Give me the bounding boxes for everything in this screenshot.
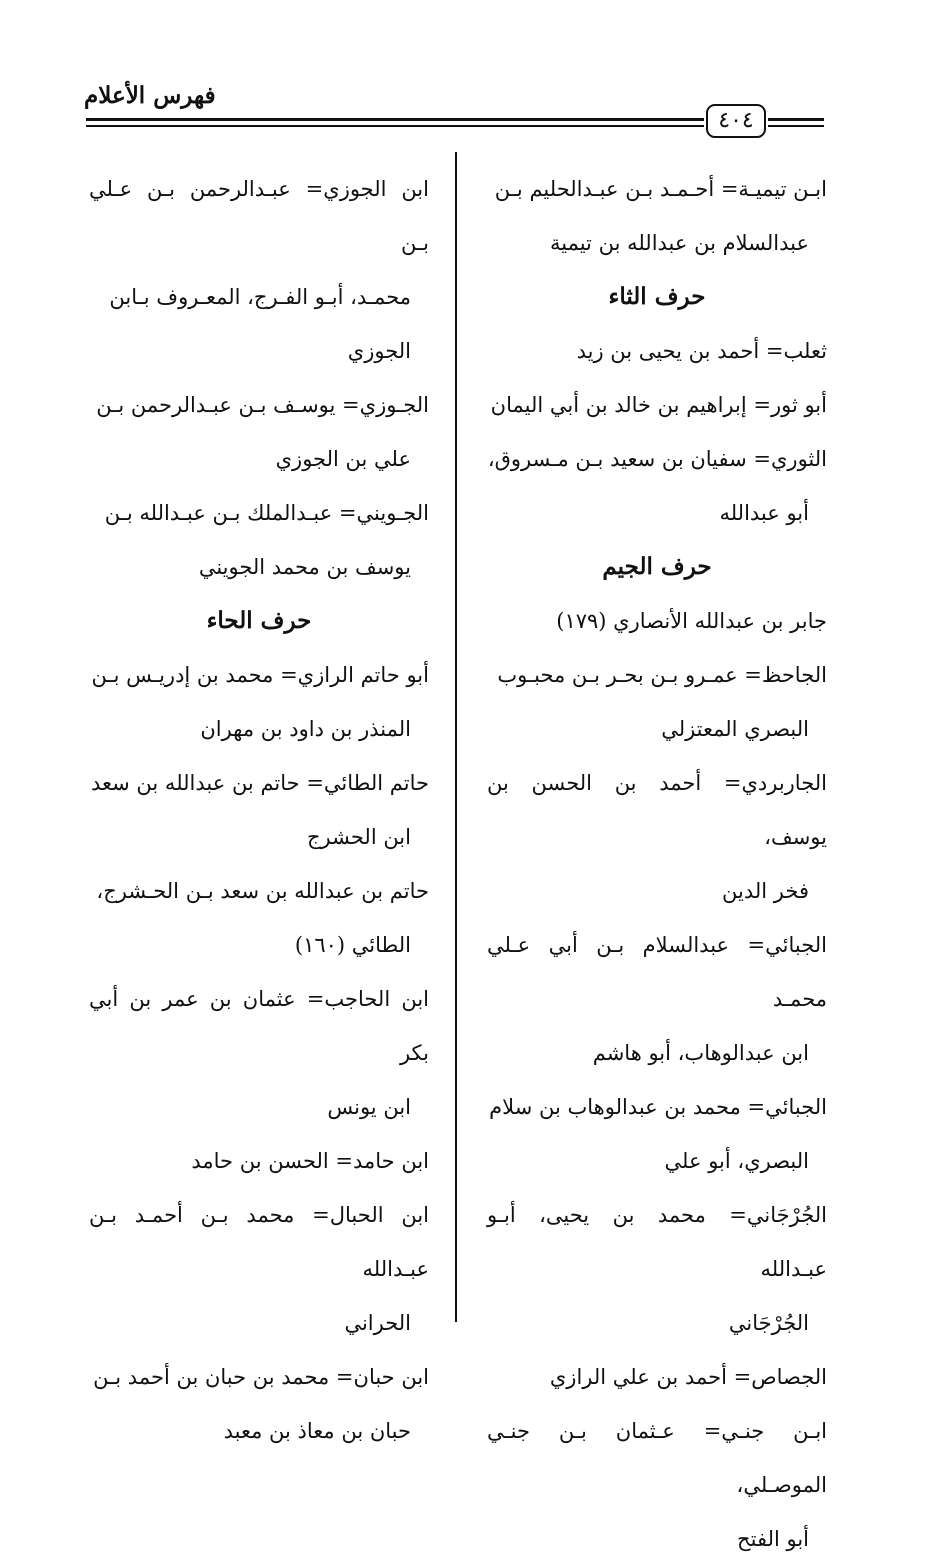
index-entry (487, 648, 827, 756)
entry-line: ابـن تيميـة= أحـمـد بـن عبـدالحليم بـن (494, 177, 827, 201)
entry-line: الجاحظ= عمـرو بـن بحـر بـن محبـوب (497, 663, 827, 687)
index-entry (89, 378, 429, 486)
entry-continuation-line: ابن عبدالوهاب، أبو هاشم (592, 1041, 809, 1065)
entry-continuation-line: يوسف بن محمد الجويني (198, 555, 411, 579)
index-entry (487, 918, 827, 1080)
index-entry (487, 1080, 827, 1188)
index-entry (89, 864, 429, 972)
entry-continuation-line: الطائي (١٦٠) (294, 933, 411, 957)
header-rule (86, 118, 704, 121)
entry-line: أبو ثور= إبراهيم بن خالد بن أبي اليمان (490, 393, 827, 417)
entry-line: حاتم بن عبدالله بن سعد بـن الحـشرج، (96, 879, 429, 903)
entry-continuation-line: علي بن الجوزي (275, 447, 411, 471)
index-entry (89, 1188, 429, 1350)
entry-line: جابر بن عبدالله الأنصاري (١٧٩) (556, 609, 827, 633)
letter-section-header: حرف الجيم (602, 553, 712, 580)
entry-line: الجاربردي= أحمد بن الحسن بن يوسف، (487, 771, 827, 849)
entry-line: ابـن جنـي= عـثمان بـن جنـي الموصـلي، (487, 1419, 827, 1497)
index-entry (487, 432, 827, 540)
index-entry (487, 162, 827, 270)
entry-line: الجُرْجَاني= محمد بن يحيى، أبـو عبـدالله (487, 1203, 827, 1281)
index-entry (89, 756, 429, 864)
index-entry (89, 972, 429, 1134)
index-entry (487, 1404, 827, 1566)
entry-line: حاتم الطائي= حاتم بن عبدالله بن سعد (91, 771, 429, 795)
page-number: ٤٠٤ (706, 104, 766, 138)
index-entry (89, 486, 429, 594)
entry-line: ابن الحبال= محمد بـن أحمـد بـن عبـدالله (89, 1203, 429, 1281)
entry-continuation-line: الجوزي (347, 339, 411, 363)
index-column-left (89, 162, 429, 1458)
entry-line: الثوري= سفيان بن سعيد بـن مـسروق، (487, 447, 827, 471)
entry-line: الجبائي= محمد بن عبدالوهاب بن سلام (489, 1095, 827, 1119)
entry-line: الجـوزي= يوسـف بـن عبـدالرحمن بـن (96, 393, 429, 417)
entry-continuation-line: فخر الدين (722, 879, 809, 903)
entry-continuation-line: البصري المعتزلي (661, 717, 809, 741)
entry-line: أبو حاتم الرازي= محمد بن إدريـس بـن (91, 663, 429, 687)
entry-continuation-line: ابن الحشرج (306, 825, 411, 849)
index-entry (487, 594, 827, 648)
column-divider (455, 152, 457, 1322)
entry-continuation-line: محمـد، أبـو الفـرج، المعـروف بـابن (109, 285, 411, 309)
page-title: فهرس الأعلام (84, 82, 216, 109)
index-entry (89, 162, 429, 378)
entry-continuation-line: المنذر بن داود بن مهران (200, 717, 411, 741)
index-entry (89, 1350, 429, 1458)
letter-section-header: حرف الحاء (206, 607, 312, 634)
entry-continuation-line: الحراني (344, 1311, 411, 1335)
entry-continuation-line: حبان بن معاذ بن معبد (223, 1419, 411, 1443)
entry-line: ابن حبان= محمد بن حبان بن أحمد بـن (93, 1365, 429, 1389)
header-rule (768, 125, 824, 127)
index-entry (487, 1188, 827, 1350)
index-entry (89, 648, 429, 756)
entry-line: الجصاص= أحمد بن علي الرازي (549, 1365, 827, 1389)
entry-continuation-line: ابن يونس (327, 1095, 411, 1119)
entry-line: الجبائي= عبدالسلام بـن أبي عـلي محمـد (487, 933, 827, 1011)
index-entry (89, 1134, 429, 1188)
entry-continuation-line: الجُرْجَاني (728, 1311, 809, 1335)
entry-line: ابن حامد= الحسن بن حامد (191, 1149, 429, 1173)
index-column-right (487, 162, 827, 1566)
index-entry (487, 324, 827, 378)
entry-continuation-line: أبو الفتح (737, 1527, 809, 1551)
entry-continuation-line: عبدالسلام بن عبدالله بن تيمية (549, 231, 809, 255)
index-entry (487, 378, 827, 432)
header-rule (86, 125, 704, 127)
entry-line: ثعلب= أحمد بن يحيى بن زيد (576, 339, 827, 363)
entry-continuation-line: البصري، أبو علي (664, 1149, 809, 1173)
entry-line: ابن الجوزي= عبـدالرحمن بـن عـلي بـن (89, 177, 429, 255)
header-rule (768, 118, 824, 121)
entry-line: ابن الحاجب= عثمان بن عمر بن أبي بكر (89, 987, 429, 1065)
index-entry (487, 756, 827, 918)
entry-line: الجـويني= عبـدالملك بـن عبـدالله بـن (104, 501, 429, 525)
letter-section-header: حرف الثاء (608, 283, 706, 310)
entry-continuation-line: أبو عبدالله (719, 501, 809, 525)
